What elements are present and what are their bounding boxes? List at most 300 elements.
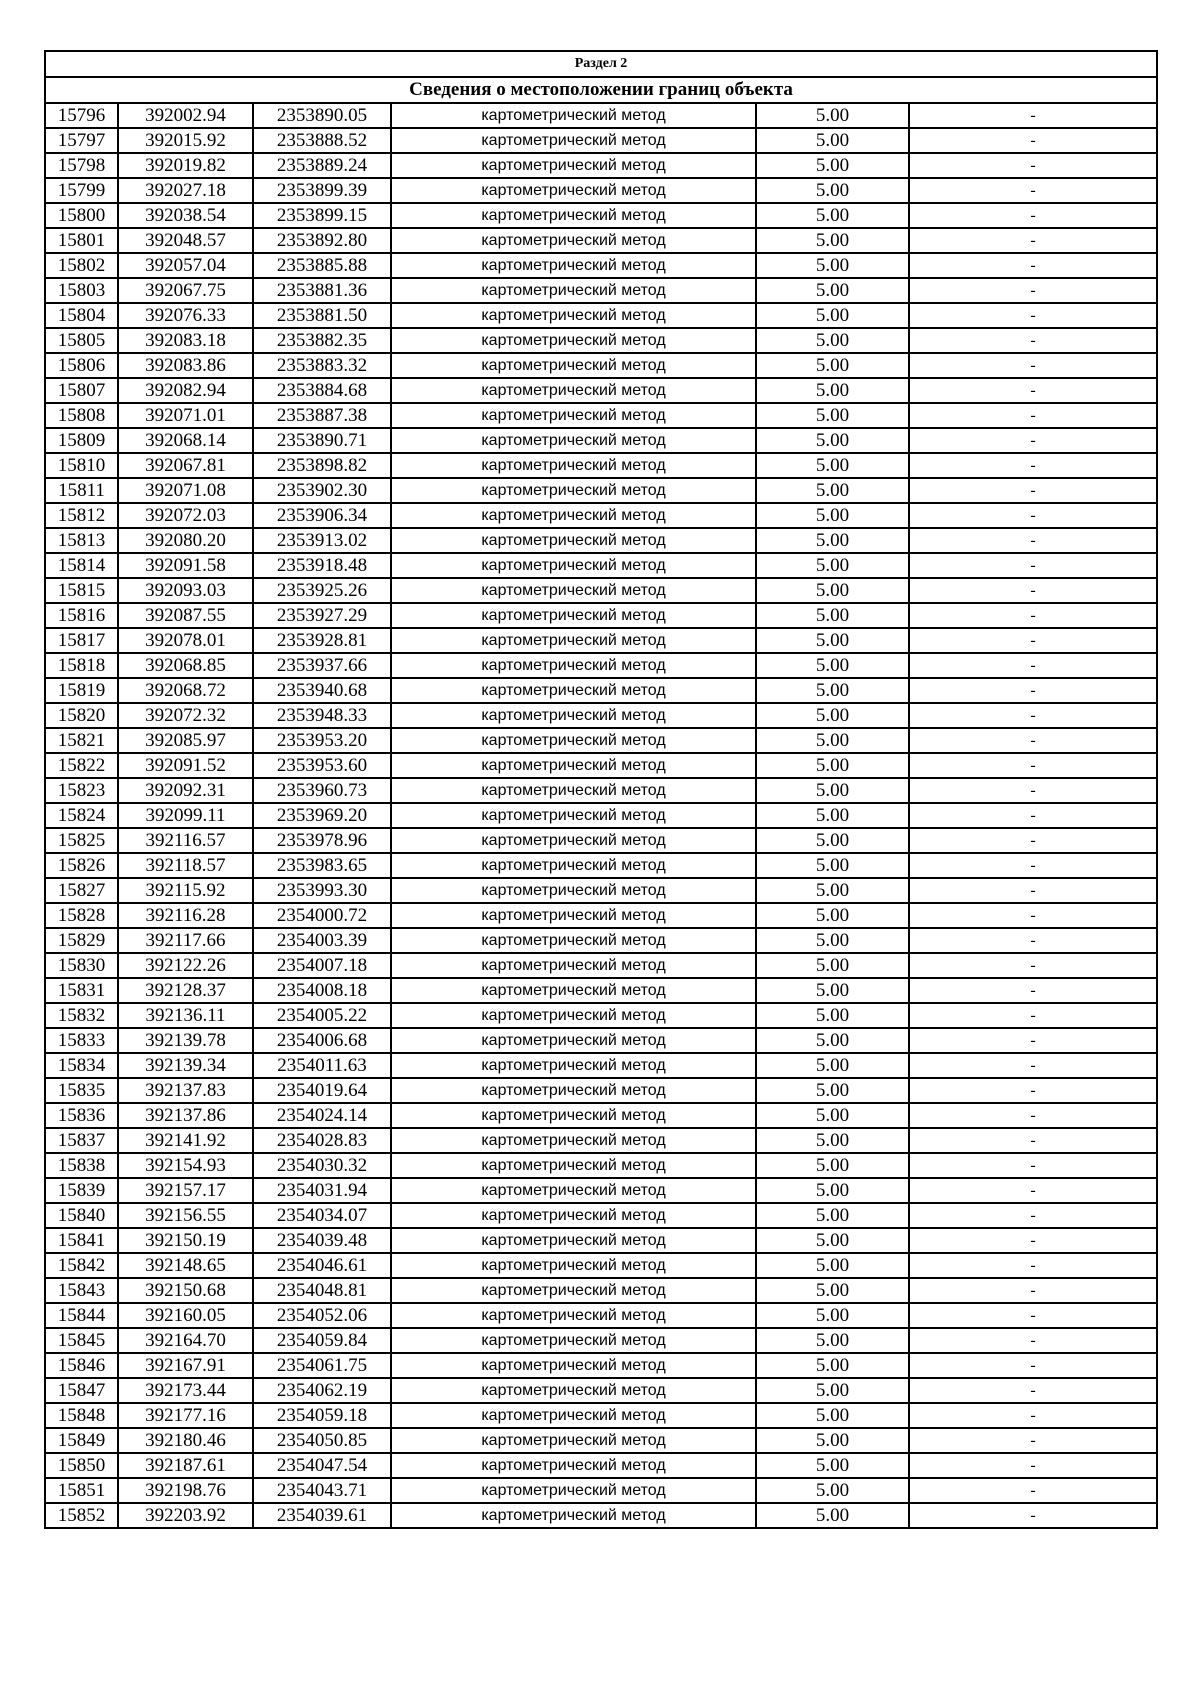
description-cell: - bbox=[909, 453, 1157, 478]
description-cell: - bbox=[909, 328, 1157, 353]
coord-y-cell: 2353953.20 bbox=[253, 728, 391, 753]
table-row bbox=[45, 578, 1157, 603]
accuracy-cell: 5.00 bbox=[756, 103, 909, 128]
method-cell: картометрический метод bbox=[391, 228, 756, 253]
accuracy-cell: 5.00 bbox=[756, 1203, 909, 1228]
method-cell: картометрический метод bbox=[391, 1453, 756, 1478]
description-cell: - bbox=[909, 253, 1157, 278]
coord-x-cell: 392198.76 bbox=[118, 1478, 253, 1503]
point-number-cell: 15836 bbox=[45, 1103, 118, 1128]
method-cell: картометрический метод bbox=[391, 753, 756, 778]
point-number-cell: 15841 bbox=[45, 1228, 118, 1253]
accuracy-cell: 5.00 bbox=[756, 1003, 909, 1028]
description-cell: - bbox=[909, 728, 1157, 753]
description-cell: - bbox=[909, 378, 1157, 403]
method-cell: картометрический метод bbox=[391, 1303, 756, 1328]
point-number-cell: 15803 bbox=[45, 278, 118, 303]
accuracy-cell: 5.00 bbox=[756, 128, 909, 153]
accuracy-cell: 5.00 bbox=[756, 178, 909, 203]
accuracy-cell: 5.00 bbox=[756, 478, 909, 503]
method-cell: картометрический метод bbox=[391, 728, 756, 753]
coord-x-cell: 392087.55 bbox=[118, 603, 253, 628]
accuracy-cell: 5.00 bbox=[756, 503, 909, 528]
coord-y-cell: 2354030.32 bbox=[253, 1153, 391, 1178]
coord-y-cell: 2354039.48 bbox=[253, 1228, 391, 1253]
coord-x-cell: 392080.20 bbox=[118, 528, 253, 553]
table-row bbox=[45, 853, 1157, 878]
description-cell: - bbox=[909, 1503, 1157, 1528]
table-row bbox=[45, 553, 1157, 578]
method-cell: картометрический метод bbox=[391, 528, 756, 553]
coord-x-cell: 392099.11 bbox=[118, 803, 253, 828]
point-number-cell: 15835 bbox=[45, 1078, 118, 1103]
point-number-cell: 15838 bbox=[45, 1153, 118, 1178]
method-cell: картометрический метод bbox=[391, 553, 756, 578]
accuracy-cell: 5.00 bbox=[756, 1253, 909, 1278]
table-row bbox=[45, 253, 1157, 278]
table-row bbox=[45, 353, 1157, 378]
accuracy-cell: 5.00 bbox=[756, 703, 909, 728]
coord-x-cell: 392116.28 bbox=[118, 903, 253, 928]
description-cell: - bbox=[909, 703, 1157, 728]
description-cell: - bbox=[909, 303, 1157, 328]
coord-x-cell: 392002.94 bbox=[118, 103, 253, 128]
accuracy-cell: 5.00 bbox=[756, 678, 909, 703]
method-cell: картометрический метод bbox=[391, 103, 756, 128]
point-number-cell: 15846 bbox=[45, 1353, 118, 1378]
coord-y-cell: 2353902.30 bbox=[253, 478, 391, 503]
method-cell: картометрический метод bbox=[391, 1078, 756, 1103]
coord-y-cell: 2353927.29 bbox=[253, 603, 391, 628]
coord-y-cell: 2354011.63 bbox=[253, 1053, 391, 1078]
table-row bbox=[45, 753, 1157, 778]
description-cell: - bbox=[909, 1278, 1157, 1303]
point-number-cell: 15851 bbox=[45, 1478, 118, 1503]
method-cell: картометрический метод bbox=[391, 1353, 756, 1378]
description-cell: - bbox=[909, 678, 1157, 703]
method-cell: картометрический метод bbox=[391, 1003, 756, 1028]
table-row bbox=[45, 803, 1157, 828]
table-row bbox=[45, 1128, 1157, 1153]
table-row bbox=[45, 278, 1157, 303]
coord-y-cell: 2353882.35 bbox=[253, 328, 391, 353]
description-cell: - bbox=[909, 978, 1157, 1003]
description-cell: - bbox=[909, 478, 1157, 503]
table-row bbox=[45, 1228, 1157, 1253]
coord-x-cell: 392148.65 bbox=[118, 1253, 253, 1278]
table-row bbox=[45, 1453, 1157, 1478]
point-number-cell: 15808 bbox=[45, 403, 118, 428]
table-row bbox=[45, 678, 1157, 703]
method-cell: картометрический метод bbox=[391, 903, 756, 928]
description-cell: - bbox=[909, 578, 1157, 603]
description-cell: - bbox=[909, 878, 1157, 903]
accuracy-cell: 5.00 bbox=[756, 1178, 909, 1203]
coord-y-cell: 2353881.50 bbox=[253, 303, 391, 328]
coord-x-cell: 392180.46 bbox=[118, 1428, 253, 1453]
description-cell: - bbox=[909, 928, 1157, 953]
accuracy-cell: 5.00 bbox=[756, 1503, 909, 1528]
table-row bbox=[45, 978, 1157, 1003]
coord-y-cell: 2354028.83 bbox=[253, 1128, 391, 1153]
coord-y-cell: 2354034.07 bbox=[253, 1203, 391, 1228]
method-cell: картометрический метод bbox=[391, 1178, 756, 1203]
description-cell: - bbox=[909, 128, 1157, 153]
point-number-cell: 15834 bbox=[45, 1053, 118, 1078]
table-row bbox=[45, 178, 1157, 203]
point-number-cell: 15810 bbox=[45, 453, 118, 478]
coord-x-cell: 392150.68 bbox=[118, 1278, 253, 1303]
coord-y-cell: 2353953.60 bbox=[253, 753, 391, 778]
accuracy-cell: 5.00 bbox=[756, 1228, 909, 1253]
coord-y-cell: 2354043.71 bbox=[253, 1478, 391, 1503]
coord-y-cell: 2353940.68 bbox=[253, 678, 391, 703]
point-number-cell: 15833 bbox=[45, 1028, 118, 1053]
description-cell: - bbox=[909, 1103, 1157, 1128]
point-number-cell: 15829 bbox=[45, 928, 118, 953]
point-number-cell: 15847 bbox=[45, 1378, 118, 1403]
coord-y-cell: 2353887.38 bbox=[253, 403, 391, 428]
coord-x-cell: 392068.72 bbox=[118, 678, 253, 703]
accuracy-cell: 5.00 bbox=[756, 1103, 909, 1128]
method-cell: картометрический метод bbox=[391, 1278, 756, 1303]
accuracy-cell: 5.00 bbox=[756, 278, 909, 303]
coord-x-cell: 392141.92 bbox=[118, 1128, 253, 1153]
coord-x-cell: 392167.91 bbox=[118, 1353, 253, 1378]
coord-y-cell: 2354047.54 bbox=[253, 1453, 391, 1478]
accuracy-cell: 5.00 bbox=[756, 803, 909, 828]
description-cell: - bbox=[909, 103, 1157, 128]
coord-x-cell: 392083.18 bbox=[118, 328, 253, 353]
coord-x-cell: 392156.55 bbox=[118, 1203, 253, 1228]
description-cell: - bbox=[909, 603, 1157, 628]
boundary-coordinates-table bbox=[44, 50, 1158, 1529]
point-number-cell: 15800 bbox=[45, 203, 118, 228]
table-row bbox=[45, 1503, 1157, 1528]
coord-y-cell: 2354000.72 bbox=[253, 903, 391, 928]
description-cell: - bbox=[909, 828, 1157, 853]
accuracy-cell: 5.00 bbox=[756, 903, 909, 928]
method-cell: картометрический метод bbox=[391, 278, 756, 303]
coord-x-cell: 392072.03 bbox=[118, 503, 253, 528]
point-number-cell: 15811 bbox=[45, 478, 118, 503]
point-number-cell: 15828 bbox=[45, 903, 118, 928]
coord-y-cell: 2353899.15 bbox=[253, 203, 391, 228]
point-number-cell: 15804 bbox=[45, 303, 118, 328]
section-title: Сведения о местоположении границ объекта bbox=[45, 77, 1157, 103]
coord-y-cell: 2353993.30 bbox=[253, 878, 391, 903]
point-number-cell: 15824 bbox=[45, 803, 118, 828]
point-number-cell: 15809 bbox=[45, 428, 118, 453]
coord-x-cell: 392076.33 bbox=[118, 303, 253, 328]
coord-x-cell: 392203.92 bbox=[118, 1503, 253, 1528]
table-row bbox=[45, 1478, 1157, 1503]
table-row bbox=[45, 1303, 1157, 1328]
table-row bbox=[45, 778, 1157, 803]
table-row bbox=[45, 1328, 1157, 1353]
coord-x-cell: 392067.81 bbox=[118, 453, 253, 478]
point-number-cell: 15843 bbox=[45, 1278, 118, 1303]
coord-x-cell: 392118.57 bbox=[118, 853, 253, 878]
coord-y-cell: 2354048.81 bbox=[253, 1278, 391, 1303]
point-number-cell: 15822 bbox=[45, 753, 118, 778]
point-number-cell: 15814 bbox=[45, 553, 118, 578]
table-row bbox=[45, 653, 1157, 678]
point-number-cell: 15813 bbox=[45, 528, 118, 553]
description-cell: - bbox=[909, 553, 1157, 578]
coord-x-cell: 392117.66 bbox=[118, 928, 253, 953]
table-row bbox=[45, 328, 1157, 353]
accuracy-cell: 5.00 bbox=[756, 403, 909, 428]
description-cell: - bbox=[909, 278, 1157, 303]
table-row bbox=[45, 1053, 1157, 1078]
coord-x-cell: 392027.18 bbox=[118, 178, 253, 203]
accuracy-cell: 5.00 bbox=[756, 1478, 909, 1503]
point-number-cell: 15796 bbox=[45, 103, 118, 128]
coord-y-cell: 2353899.39 bbox=[253, 178, 391, 203]
table-body bbox=[45, 51, 1157, 1528]
point-number-cell: 15844 bbox=[45, 1303, 118, 1328]
coord-x-cell: 392139.78 bbox=[118, 1028, 253, 1053]
method-cell: картометрический метод bbox=[391, 178, 756, 203]
point-number-cell: 15825 bbox=[45, 828, 118, 853]
coord-x-cell: 392164.70 bbox=[118, 1328, 253, 1353]
coord-x-cell: 392068.85 bbox=[118, 653, 253, 678]
point-number-cell: 15816 bbox=[45, 603, 118, 628]
table-row bbox=[45, 953, 1157, 978]
table-row bbox=[45, 103, 1157, 128]
method-cell: картометрический метод bbox=[391, 1128, 756, 1153]
coord-y-cell: 2354006.68 bbox=[253, 1028, 391, 1053]
coord-y-cell: 2353884.68 bbox=[253, 378, 391, 403]
accuracy-cell: 5.00 bbox=[756, 353, 909, 378]
point-number-cell: 15797 bbox=[45, 128, 118, 153]
table-row bbox=[45, 528, 1157, 553]
coord-y-cell: 2354008.18 bbox=[253, 978, 391, 1003]
table-row bbox=[45, 1003, 1157, 1028]
coord-y-cell: 2354031.94 bbox=[253, 1178, 391, 1203]
table-row bbox=[45, 603, 1157, 628]
method-cell: картометрический метод bbox=[391, 1403, 756, 1428]
accuracy-cell: 5.00 bbox=[756, 378, 909, 403]
accuracy-cell: 5.00 bbox=[756, 878, 909, 903]
description-cell: - bbox=[909, 1178, 1157, 1203]
coord-x-cell: 392071.08 bbox=[118, 478, 253, 503]
method-cell: картометрический метод bbox=[391, 628, 756, 653]
description-cell: - bbox=[909, 778, 1157, 803]
table-row bbox=[45, 428, 1157, 453]
coord-x-cell: 392187.61 bbox=[118, 1453, 253, 1478]
accuracy-cell: 5.00 bbox=[756, 853, 909, 878]
description-cell: - bbox=[909, 528, 1157, 553]
method-cell: картометрический метод bbox=[391, 1428, 756, 1453]
table-row bbox=[45, 703, 1157, 728]
method-cell: картометрический метод bbox=[391, 378, 756, 403]
accuracy-cell: 5.00 bbox=[756, 1378, 909, 1403]
coord-y-cell: 2354007.18 bbox=[253, 953, 391, 978]
coord-x-cell: 392019.82 bbox=[118, 153, 253, 178]
coord-x-cell: 392085.97 bbox=[118, 728, 253, 753]
method-cell: картометрический метод bbox=[391, 1378, 756, 1403]
accuracy-cell: 5.00 bbox=[756, 578, 909, 603]
method-cell: картометрический метод bbox=[391, 778, 756, 803]
point-number-cell: 15818 bbox=[45, 653, 118, 678]
coord-y-cell: 2353937.66 bbox=[253, 653, 391, 678]
coord-y-cell: 2354050.85 bbox=[253, 1428, 391, 1453]
coord-x-cell: 392115.92 bbox=[118, 878, 253, 903]
point-number-cell: 15817 bbox=[45, 628, 118, 653]
coord-x-cell: 392072.32 bbox=[118, 703, 253, 728]
coord-x-cell: 392093.03 bbox=[118, 578, 253, 603]
coord-y-cell: 2354024.14 bbox=[253, 1103, 391, 1128]
coord-x-cell: 392139.34 bbox=[118, 1053, 253, 1078]
method-cell: картометрический метод bbox=[391, 828, 756, 853]
method-cell: картометрический метод bbox=[391, 953, 756, 978]
accuracy-cell: 5.00 bbox=[756, 553, 909, 578]
table-row bbox=[45, 878, 1157, 903]
table-row bbox=[45, 453, 1157, 478]
coord-x-cell: 392068.14 bbox=[118, 428, 253, 453]
coord-y-cell: 2353885.88 bbox=[253, 253, 391, 278]
description-cell: - bbox=[909, 1303, 1157, 1328]
coord-y-cell: 2354062.19 bbox=[253, 1378, 391, 1403]
description-cell: - bbox=[909, 853, 1157, 878]
coord-x-cell: 392057.04 bbox=[118, 253, 253, 278]
coord-y-cell: 2353918.48 bbox=[253, 553, 391, 578]
coord-y-cell: 2353889.24 bbox=[253, 153, 391, 178]
method-cell: картометрический метод bbox=[391, 1478, 756, 1503]
method-cell: картометрический метод bbox=[391, 703, 756, 728]
method-cell: картометрический метод bbox=[391, 678, 756, 703]
description-cell: - bbox=[909, 753, 1157, 778]
description-cell: - bbox=[909, 403, 1157, 428]
point-number-cell: 15842 bbox=[45, 1253, 118, 1278]
coord-y-cell: 2354039.61 bbox=[253, 1503, 391, 1528]
accuracy-cell: 5.00 bbox=[756, 1453, 909, 1478]
accuracy-cell: 5.00 bbox=[756, 1153, 909, 1178]
coord-y-cell: 2354046.61 bbox=[253, 1253, 391, 1278]
coord-x-cell: 392083.86 bbox=[118, 353, 253, 378]
method-cell: картометрический метод bbox=[391, 453, 756, 478]
coord-x-cell: 392173.44 bbox=[118, 1378, 253, 1403]
table-row bbox=[45, 203, 1157, 228]
method-cell: картометрический метод bbox=[391, 653, 756, 678]
point-number-cell: 15848 bbox=[45, 1403, 118, 1428]
table-row bbox=[45, 228, 1157, 253]
table-row bbox=[45, 828, 1157, 853]
coord-x-cell: 392154.93 bbox=[118, 1153, 253, 1178]
description-cell: - bbox=[909, 1378, 1157, 1403]
description-cell: - bbox=[909, 1003, 1157, 1028]
accuracy-cell: 5.00 bbox=[756, 203, 909, 228]
table-row bbox=[45, 1178, 1157, 1203]
accuracy-cell: 5.00 bbox=[756, 1278, 909, 1303]
method-cell: картометрический метод bbox=[391, 803, 756, 828]
point-number-cell: 15832 bbox=[45, 1003, 118, 1028]
coord-x-cell: 392128.37 bbox=[118, 978, 253, 1003]
description-cell: - bbox=[909, 1078, 1157, 1103]
table-row bbox=[45, 903, 1157, 928]
description-cell: - bbox=[909, 1128, 1157, 1153]
coord-x-cell: 392082.94 bbox=[118, 378, 253, 403]
accuracy-cell: 5.00 bbox=[756, 153, 909, 178]
description-cell: - bbox=[909, 903, 1157, 928]
coord-x-cell: 392091.58 bbox=[118, 553, 253, 578]
coord-y-cell: 2354005.22 bbox=[253, 1003, 391, 1028]
coord-y-cell: 2354003.39 bbox=[253, 928, 391, 953]
accuracy-cell: 5.00 bbox=[756, 328, 909, 353]
coord-x-cell: 392116.57 bbox=[118, 828, 253, 853]
table-row bbox=[45, 378, 1157, 403]
coord-y-cell: 2354059.18 bbox=[253, 1403, 391, 1428]
accuracy-cell: 5.00 bbox=[756, 1403, 909, 1428]
point-number-cell: 15837 bbox=[45, 1128, 118, 1153]
point-number-cell: 15821 bbox=[45, 728, 118, 753]
description-cell: - bbox=[909, 1328, 1157, 1353]
accuracy-cell: 5.00 bbox=[756, 753, 909, 778]
point-number-cell: 15812 bbox=[45, 503, 118, 528]
point-number-cell: 15799 bbox=[45, 178, 118, 203]
description-cell: - bbox=[909, 1353, 1157, 1378]
table-row bbox=[45, 128, 1157, 153]
coord-x-cell: 392092.31 bbox=[118, 778, 253, 803]
table-row bbox=[45, 1428, 1157, 1453]
method-cell: картометрический метод bbox=[391, 1053, 756, 1078]
description-cell: - bbox=[909, 1428, 1157, 1453]
description-cell: - bbox=[909, 1153, 1157, 1178]
point-number-cell: 15819 bbox=[45, 678, 118, 703]
coord-x-cell: 392078.01 bbox=[118, 628, 253, 653]
method-cell: картометрический метод bbox=[391, 1228, 756, 1253]
coord-y-cell: 2353888.52 bbox=[253, 128, 391, 153]
coord-x-cell: 392091.52 bbox=[118, 753, 253, 778]
point-number-cell: 15849 bbox=[45, 1428, 118, 1453]
table-row bbox=[45, 1103, 1157, 1128]
description-cell: - bbox=[909, 153, 1157, 178]
coord-y-cell: 2353883.32 bbox=[253, 353, 391, 378]
method-cell: картометрический метод bbox=[391, 203, 756, 228]
method-cell: картометрический метод bbox=[391, 303, 756, 328]
coord-y-cell: 2353890.05 bbox=[253, 103, 391, 128]
point-number-cell: 15806 bbox=[45, 353, 118, 378]
point-number-cell: 15852 bbox=[45, 1503, 118, 1528]
coord-y-cell: 2353925.26 bbox=[253, 578, 391, 603]
coord-y-cell: 2353928.81 bbox=[253, 628, 391, 653]
table-row bbox=[45, 1078, 1157, 1103]
table-row bbox=[45, 303, 1157, 328]
accuracy-cell: 5.00 bbox=[756, 728, 909, 753]
description-cell: - bbox=[909, 1253, 1157, 1278]
coord-y-cell: 2353913.02 bbox=[253, 528, 391, 553]
description-cell: - bbox=[909, 1453, 1157, 1478]
description-cell: - bbox=[909, 1203, 1157, 1228]
accuracy-cell: 5.00 bbox=[756, 1128, 909, 1153]
coord-y-cell: 2353983.65 bbox=[253, 853, 391, 878]
coord-x-cell: 392122.26 bbox=[118, 953, 253, 978]
accuracy-cell: 5.00 bbox=[756, 1303, 909, 1328]
point-number-cell: 15801 bbox=[45, 228, 118, 253]
accuracy-cell: 5.00 bbox=[756, 1078, 909, 1103]
coord-x-cell: 392071.01 bbox=[118, 403, 253, 428]
coord-x-cell: 392177.16 bbox=[118, 1403, 253, 1428]
description-cell: - bbox=[909, 1053, 1157, 1078]
description-cell: - bbox=[909, 803, 1157, 828]
table-row bbox=[45, 403, 1157, 428]
description-cell: - bbox=[909, 178, 1157, 203]
coord-x-cell: 392136.11 bbox=[118, 1003, 253, 1028]
accuracy-cell: 5.00 bbox=[756, 528, 909, 553]
accuracy-cell: 5.00 bbox=[756, 1328, 909, 1353]
